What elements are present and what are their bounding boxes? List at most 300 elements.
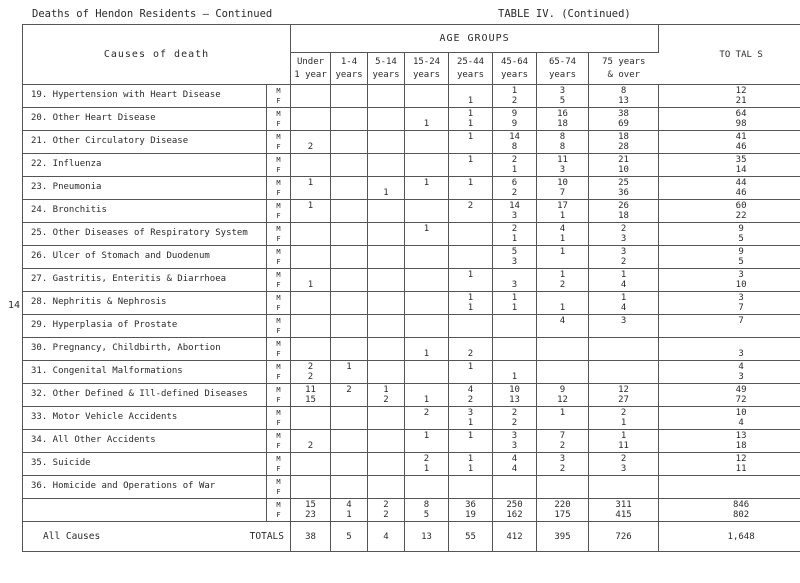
total-cell: 38 — [291, 522, 331, 552]
count-f: 3 — [620, 464, 627, 474]
count-cell — [589, 85, 659, 108]
age-group-header — [405, 53, 449, 85]
count-f — [370, 372, 402, 382]
count-f — [407, 234, 446, 244]
count-m: 1 — [467, 362, 474, 372]
sex-label — [267, 315, 291, 338]
count-m — [370, 247, 402, 257]
sex-f: F — [276, 442, 281, 450]
count-cell — [331, 430, 368, 453]
sex-f: F — [276, 166, 281, 174]
sex-f: F — [276, 304, 281, 312]
count-m: 49 — [735, 385, 747, 395]
age-group-line1: 1-4 — [340, 56, 358, 67]
count-f — [451, 280, 490, 290]
count-m — [293, 224, 328, 234]
count-m — [370, 408, 402, 418]
count-cell — [405, 246, 449, 269]
count-f: 8 — [559, 142, 566, 152]
count-f: 2 — [467, 349, 474, 359]
count-cell — [331, 384, 368, 407]
count-f: 162 — [506, 510, 523, 520]
count-cell — [449, 499, 493, 522]
count-m: 1 — [559, 270, 566, 280]
table-row — [23, 177, 800, 200]
count-cell — [537, 315, 589, 338]
count-m: 3 — [511, 431, 518, 441]
cause-label: 25. Other Diseases of Respiratory System — [23, 223, 267, 246]
count-cell — [291, 476, 331, 499]
count-cell — [537, 499, 589, 522]
count-cell — [405, 269, 449, 292]
count-m — [370, 477, 402, 487]
count-m: 4 — [346, 500, 352, 510]
count-f: 1 — [423, 349, 430, 359]
count-m — [333, 178, 365, 188]
count-m — [370, 224, 402, 234]
count-f — [370, 464, 402, 474]
count-m — [293, 155, 328, 165]
count-f — [333, 142, 365, 152]
count-f: 2 — [620, 257, 627, 267]
count-cell — [331, 361, 368, 384]
count-cell — [449, 246, 493, 269]
count-f: 3 — [738, 349, 744, 359]
table-row — [23, 269, 800, 292]
count-cell — [589, 177, 659, 200]
count-f: 3 — [559, 165, 566, 175]
total-cell: 55 — [449, 522, 493, 552]
count-f: 3 — [511, 280, 518, 290]
count-cell — [331, 154, 368, 177]
table-row — [23, 338, 800, 361]
count-f: 2 — [559, 441, 566, 451]
count-f: 2 — [511, 188, 518, 198]
count-cell — [589, 154, 659, 177]
count-cell — [449, 85, 493, 108]
count-cell — [405, 499, 449, 522]
count-cell — [331, 476, 368, 499]
count-m — [293, 477, 328, 487]
count-f — [370, 165, 402, 175]
sex-label — [267, 200, 291, 223]
age-group-line1: 75 years — [602, 56, 646, 67]
count-m: 1 — [467, 155, 474, 165]
count-m: 9 — [738, 224, 744, 234]
count-m — [333, 247, 365, 257]
count-m — [293, 454, 328, 464]
count-f: 5 — [738, 257, 744, 267]
age-group-line2: years — [372, 69, 400, 80]
table-row — [23, 108, 800, 131]
age-group-line2: years — [456, 69, 485, 80]
count-m — [495, 270, 534, 280]
count-m: 1 — [511, 293, 518, 303]
count-m: 1 — [307, 201, 314, 211]
count-m — [370, 109, 402, 119]
count-cell — [589, 361, 659, 384]
count-f: 98 — [735, 119, 747, 129]
count-f: 2 — [559, 280, 566, 290]
count-f: 23 — [305, 510, 316, 520]
count-cell — [493, 246, 537, 269]
age-group-line2: 1 year — [294, 69, 327, 80]
count-f — [333, 165, 365, 175]
cause-label — [23, 499, 267, 522]
count-cell — [493, 177, 537, 200]
header-right: TABLE IV. (Continued) — [498, 8, 631, 20]
count-m: 8 — [620, 86, 627, 96]
table-row — [23, 361, 800, 384]
count-m: 36 — [465, 500, 476, 510]
count-f — [333, 303, 365, 313]
count-m: 1 — [467, 431, 474, 441]
count-cell — [537, 453, 589, 476]
count-f — [539, 487, 586, 497]
count-m — [407, 270, 446, 280]
count-cell — [537, 200, 589, 223]
table-row — [23, 315, 800, 338]
age-group-line2: years — [335, 69, 363, 80]
count-f — [407, 188, 446, 198]
count-m: 25 — [618, 178, 629, 188]
count-m: 2 — [620, 454, 627, 464]
count-cell — [331, 292, 368, 315]
count-f — [407, 372, 446, 382]
sex-f: F — [276, 511, 281, 519]
count-f: 2 — [383, 395, 389, 405]
age-group-header — [589, 53, 659, 85]
count-f — [333, 211, 365, 221]
count-m: 9 — [738, 247, 744, 257]
count-m — [333, 224, 365, 234]
count-cell — [659, 269, 800, 292]
count-m — [333, 293, 365, 303]
count-f: 13 — [509, 395, 520, 405]
count-cell — [368, 292, 405, 315]
table-row — [23, 246, 800, 269]
count-f — [451, 142, 490, 152]
count-m — [591, 362, 656, 372]
count-cell — [493, 223, 537, 246]
count-m — [333, 270, 365, 280]
sex-m: M — [276, 156, 281, 164]
count-cell — [537, 430, 589, 453]
count-cell — [449, 361, 493, 384]
count-cell — [537, 246, 589, 269]
count-f: 1 — [423, 395, 430, 405]
count-m: 6 — [511, 178, 518, 188]
count-cell — [291, 453, 331, 476]
count-m: 44 — [735, 178, 747, 188]
count-cell — [368, 200, 405, 223]
count-m: 311 — [615, 500, 632, 510]
count-m: 64 — [735, 109, 747, 119]
count-f — [451, 188, 490, 198]
count-m — [370, 155, 402, 165]
count-m: 1 — [467, 454, 474, 464]
count-f — [451, 257, 490, 267]
count-cell — [291, 108, 331, 131]
count-cell — [589, 292, 659, 315]
cause-label: 32. Other Defined & Ill-defined Diseases — [23, 384, 267, 407]
count-cell — [493, 269, 537, 292]
count-f: 3 — [511, 257, 518, 267]
count-cell — [368, 131, 405, 154]
count-f — [293, 188, 328, 198]
count-m — [370, 270, 402, 280]
count-cell — [291, 200, 331, 223]
count-cell — [589, 430, 659, 453]
count-f — [333, 326, 365, 336]
total-cell: 395 — [537, 522, 589, 552]
count-f: 18 — [618, 211, 629, 221]
count-m — [407, 155, 446, 165]
count-f — [370, 418, 402, 428]
count-m: 2 — [620, 224, 627, 234]
count-f — [407, 211, 446, 221]
count-cell — [331, 223, 368, 246]
count-cell — [589, 131, 659, 154]
count-cell — [449, 315, 493, 338]
age-group-header — [537, 53, 589, 85]
count-f — [591, 372, 656, 382]
count-m — [333, 155, 365, 165]
count-m: 220 — [554, 500, 571, 510]
count-cell — [291, 315, 331, 338]
table-row — [23, 476, 800, 499]
count-m: 9 — [511, 109, 518, 119]
count-m — [293, 293, 328, 303]
count-m — [370, 339, 402, 349]
table-row — [23, 200, 800, 223]
sex-f: F — [276, 212, 281, 220]
count-cell — [659, 154, 800, 177]
sex-m: M — [276, 409, 281, 417]
count-m — [495, 316, 534, 326]
sex-label — [267, 85, 291, 108]
count-m: 1 — [511, 86, 518, 96]
count-m: 1 — [467, 178, 474, 188]
count-f: 5 — [423, 510, 430, 520]
count-f — [495, 326, 534, 336]
count-cell — [589, 384, 659, 407]
count-m — [451, 477, 490, 487]
count-f — [293, 487, 328, 497]
count-m: 846 — [732, 500, 750, 510]
count-f: 3 — [738, 372, 744, 382]
count-m: 2 — [307, 362, 314, 372]
count-cell — [537, 292, 589, 315]
count-cell — [331, 131, 368, 154]
count-f: 175 — [554, 510, 571, 520]
age-group-line2: & over — [607, 69, 641, 80]
count-m — [591, 339, 656, 349]
count-cell — [449, 430, 493, 453]
count-cell — [291, 223, 331, 246]
count-f — [333, 395, 365, 405]
count-f — [451, 487, 490, 497]
sex-label — [267, 292, 291, 315]
count-cell — [368, 499, 405, 522]
count-cell — [405, 407, 449, 430]
count-m — [451, 247, 490, 257]
count-f: 2 — [559, 464, 566, 474]
age-group-line2: years — [500, 69, 529, 80]
age-group-line1: 25-44 — [456, 56, 485, 67]
count-f — [293, 257, 328, 267]
count-cell — [659, 361, 800, 384]
count-m: 1 — [467, 132, 474, 142]
count-m — [333, 86, 365, 96]
sex-m: M — [276, 455, 281, 463]
table-row — [23, 430, 800, 453]
count-f — [333, 234, 365, 244]
count-cell — [659, 476, 800, 499]
sex-f: F — [276, 235, 281, 243]
count-f: 7 — [738, 303, 744, 313]
count-cell — [331, 407, 368, 430]
count-cell — [537, 85, 589, 108]
count-m — [451, 316, 490, 326]
count-cell — [405, 131, 449, 154]
sex-label — [267, 269, 291, 292]
header-left: Deaths of Hendon Residents — Continued — [32, 8, 273, 20]
count-f: 2 — [307, 372, 314, 382]
count-m: 16 — [557, 109, 568, 119]
count-f: 3 — [620, 234, 627, 244]
count-m: 26 — [618, 201, 629, 211]
count-f — [333, 487, 365, 497]
count-f — [370, 441, 402, 451]
count-f: 3 — [511, 441, 518, 451]
count-m: 17 — [557, 201, 568, 211]
count-f — [451, 165, 490, 175]
count-cell — [291, 246, 331, 269]
total-cell: 4 — [368, 522, 405, 552]
count-f — [407, 96, 446, 106]
count-f: 1 — [467, 418, 474, 428]
sex-label — [267, 384, 291, 407]
count-f: 1 — [559, 303, 566, 313]
count-cell — [368, 476, 405, 499]
sex-label — [267, 223, 291, 246]
cause-label: 31. Congenital Malformations — [23, 361, 267, 384]
count-m: 2 — [423, 408, 430, 418]
count-f — [293, 303, 328, 313]
count-cell — [291, 338, 331, 361]
sex-label — [267, 499, 291, 522]
count-f — [293, 464, 328, 474]
count-m — [451, 86, 490, 96]
count-f — [333, 280, 365, 290]
count-cell — [331, 85, 368, 108]
count-m — [539, 477, 586, 487]
count-m: 12 — [735, 454, 747, 464]
count-f — [370, 257, 402, 267]
count-m — [661, 339, 800, 349]
causes-header: Causes of death — [23, 25, 291, 85]
count-f — [407, 280, 446, 290]
count-m — [407, 109, 446, 119]
count-f — [495, 487, 534, 497]
count-m — [333, 132, 365, 142]
count-m: 12 — [735, 86, 747, 96]
count-f: 1 — [467, 96, 474, 106]
count-m — [407, 339, 446, 349]
count-m — [539, 362, 586, 372]
count-f — [661, 326, 800, 336]
count-m — [370, 454, 402, 464]
count-f — [293, 418, 328, 428]
count-m: 1 — [620, 293, 627, 303]
sex-f: F — [276, 143, 281, 151]
age-group-line1: 15-24 — [412, 56, 441, 67]
count-m — [293, 316, 328, 326]
count-cell — [331, 200, 368, 223]
count-cell — [589, 223, 659, 246]
count-f: 1 — [423, 119, 430, 129]
count-cell — [405, 292, 449, 315]
count-f — [407, 487, 446, 497]
count-f: 9 — [511, 119, 518, 129]
count-m: 3 — [559, 454, 566, 464]
count-f: 46 — [735, 142, 747, 152]
count-f — [451, 441, 490, 451]
count-cell — [589, 269, 659, 292]
count-f — [293, 326, 328, 336]
count-m — [370, 201, 402, 211]
age-groups-header: AGE GROUPS — [291, 25, 659, 53]
sex-m: M — [276, 432, 281, 440]
count-cell — [659, 338, 800, 361]
count-m — [495, 362, 534, 372]
count-m: 3 — [559, 86, 566, 96]
count-m: 3 — [467, 408, 474, 418]
count-f: 15 — [305, 395, 316, 405]
count-f — [407, 257, 446, 267]
count-m: 18 — [618, 132, 629, 142]
cause-label: 24. Bronchitis — [23, 200, 267, 223]
sex-m: M — [276, 179, 281, 187]
count-cell — [368, 384, 405, 407]
count-m: 1 — [467, 293, 474, 303]
sex-label — [267, 338, 291, 361]
count-f — [293, 96, 328, 106]
count-cell — [537, 131, 589, 154]
count-cell — [537, 361, 589, 384]
count-cell — [493, 361, 537, 384]
count-cell — [291, 499, 331, 522]
count-f: 1 — [511, 303, 518, 313]
count-m: 4 — [738, 362, 744, 372]
count-cell — [368, 246, 405, 269]
count-cell — [331, 315, 368, 338]
count-f — [333, 349, 365, 359]
count-cell — [537, 223, 589, 246]
count-f: 2 — [467, 395, 474, 405]
count-cell — [368, 453, 405, 476]
count-cell — [405, 476, 449, 499]
count-cell — [449, 177, 493, 200]
count-cell — [659, 453, 800, 476]
all-causes-label — [23, 522, 291, 552]
count-cell — [449, 476, 493, 499]
age-group-header — [291, 53, 331, 85]
count-cell — [493, 384, 537, 407]
count-m — [333, 339, 365, 349]
count-cell — [405, 85, 449, 108]
